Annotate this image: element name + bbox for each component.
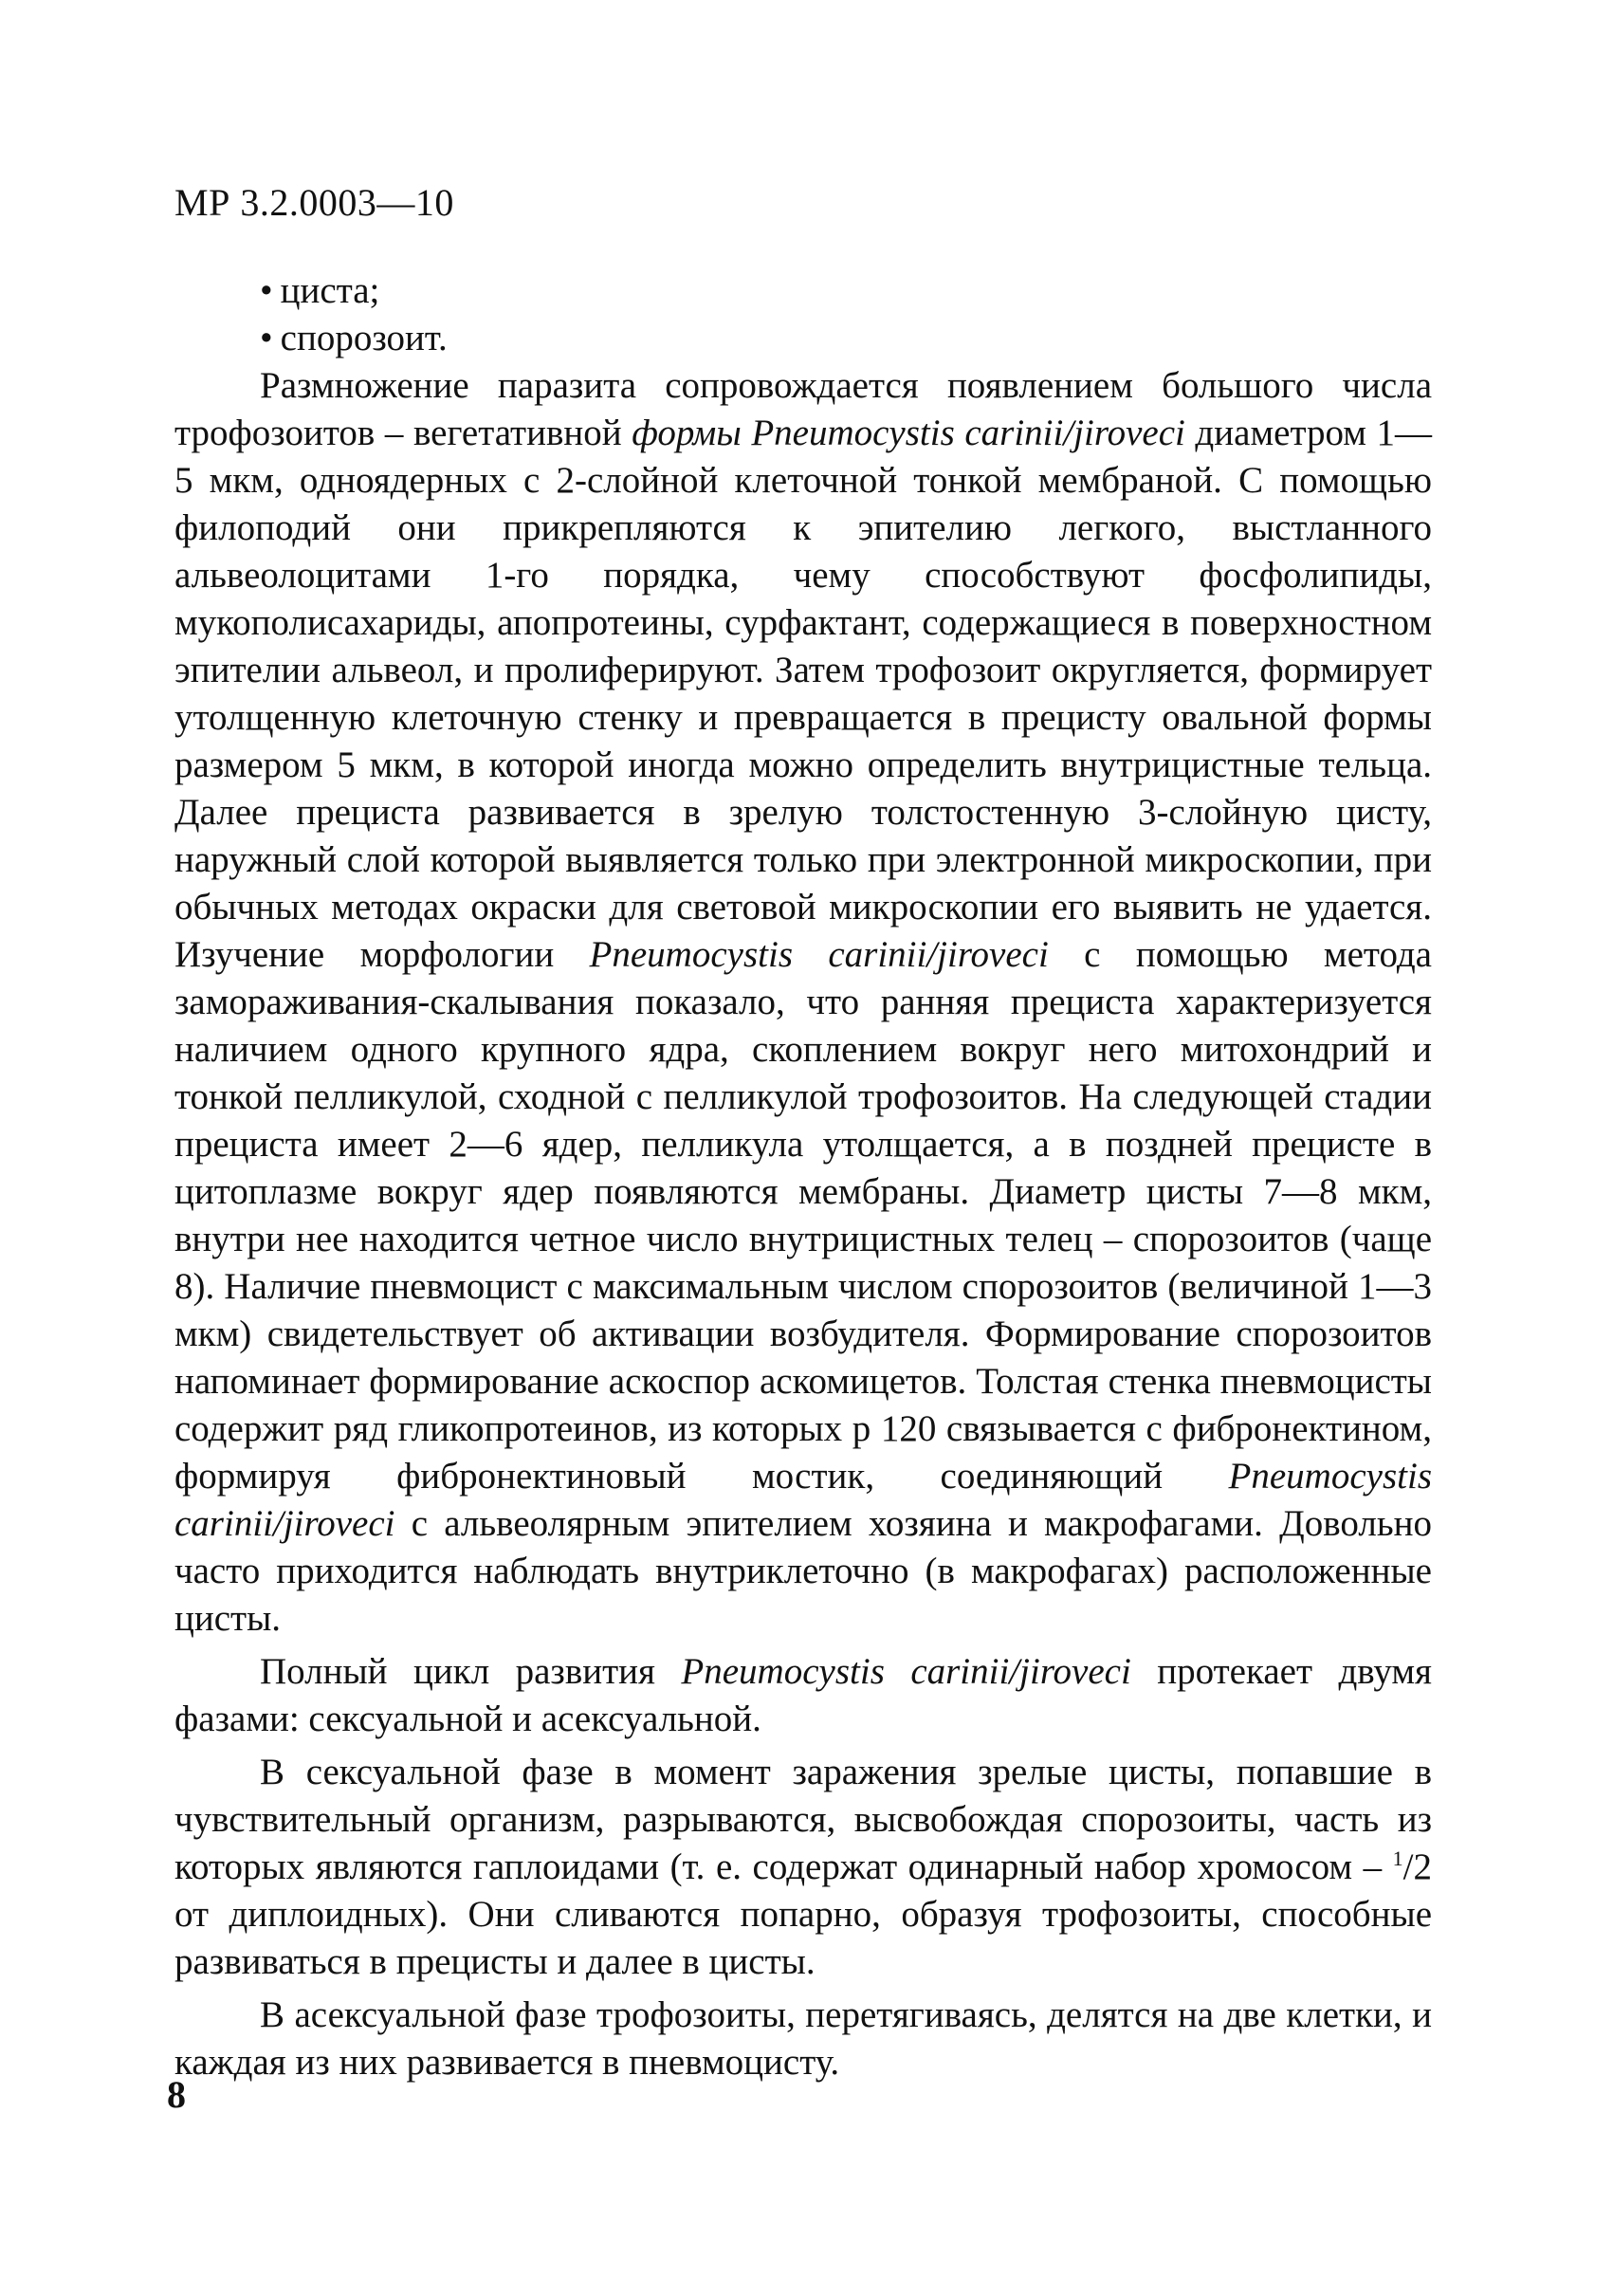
bullet-icon: • — [260, 270, 273, 311]
bullet-item-sporozoite — [174, 315, 1432, 362]
text-run: В асексуальной фазе трофозоиты, перетягиваясь, делятся на две клетки, и каждая из них развивается в пневмоцисту. — [174, 1994, 1432, 2083]
text-run: с альвеолярным эпителием хозяина и макрофагами. Довольно часто приходится наблюдать внутриклеточно (в макрофагах) расположенные цисты. — [174, 1503, 1432, 1639]
text-run: Полный цикл развития — [260, 1651, 682, 1692]
paragraph-asexual-phase — [174, 1992, 1432, 2086]
fraction-denominator: /2 — [1402, 1846, 1432, 1887]
italic-run: Pneumocystis carinii/jiroveci — [174, 1456, 1432, 1544]
page-number: 8 — [167, 2073, 186, 2116]
bullet-text: спорозоит. — [280, 318, 448, 358]
italic-run: формы Pneumocystis carinii/jiroveci — [632, 413, 1185, 453]
document-body — [174, 267, 1432, 2086]
text-run: Размножение паразита сопровождается появлением большого числа трофозоитов – вегетативной — [174, 365, 1432, 453]
italic-run: Pneumocystis carinii/jiroveci — [681, 1651, 1131, 1692]
bullet-item-cyst — [174, 267, 1432, 315]
text-run: протекает двумя фазами: сексуальной и асексуальной. — [174, 1651, 1432, 1739]
document-code-header: МР 3.2.0003—10 — [174, 181, 454, 224]
text-run: В сексуальной фазе в момент заражения зрелые цисты, попавшие в чувствительный организм, разрываются, высвобождая спорозоиты, часть из которых являются гаплоидами (т. е. содержат одинарный набор хромосом – — [174, 1752, 1432, 1887]
text-run: с помощью метода замораживания-скалывания показало, что ранняя прециста характеризуется наличием одного крупного ядра, скоплением вокруг него митохондрий и тонкой пелликулой, сходной с пелликулой трофозоитов. На следующей стадии прециста имеет 2—6 ядер, пелликула утолщается, а в поздней прецисте в цитоплазме вокруг ядер появляются мембраны. Диаметр цисты 7—8 мкм, внутри нее находится четное число внутрицистных телец – спорозоитов (чаще 8). Наличие пневмоцист с максимальным числом спорозоитов (величиной 1—3 мкм) свидетельствует об активации возбудителя. Формирование спорозоитов напоминает формирование аскоспор аскомицетов. Толстая стенка пневмоцисты содержит ряд гликопротеинов, из которых р 120 связывается с фибронектином, формируя фибронектиновый мостик, соединяющий — [174, 934, 1432, 1497]
bullet-text: циста; — [280, 270, 380, 311]
fraction-numerator: 1 — [1392, 1846, 1403, 1870]
paragraph-life-cycle — [174, 1648, 1432, 1743]
text-run: диаметром 1—5 мкм, одноядерных с 2-слойной клеточной тонкой мембраной. С помощью филоподий они прикрепляются к эпителию легкого, выстланного альвеолоцитами 1-го порядка, чему способствуют фосфолипиды, мукополисахариды, апопротеины, сурфактант, содержащиеся в поверхностном эпителии альвеол, и пролиферируют. Затем трофозоит округляется, формирует утолщенную клеточную стенку и превращается в прецисту овальной формы размером 5 мкм, в которой иногда можно определить внутрицистные тельца. Далее прециста развивается в зрелую толстостенную 3-слойную цисту, наружный слой которой выявляется только при электронной микроскопии, при обычных методах окраски для световой микроскопии его выявить не удается. Изучение морфологии — [174, 413, 1432, 975]
text-run: от диплоидных). Они сливаются попарно, образуя трофозоиты, способные развиваться в прецисты и далее в цисты. — [174, 1894, 1432, 1982]
italic-run: Pneumocystis carinii/jiroveci — [589, 934, 1049, 975]
paragraph-sexual-phase — [174, 1749, 1432, 1986]
paragraph-reproduction — [174, 362, 1432, 1643]
bullet-icon: • — [260, 318, 273, 358]
